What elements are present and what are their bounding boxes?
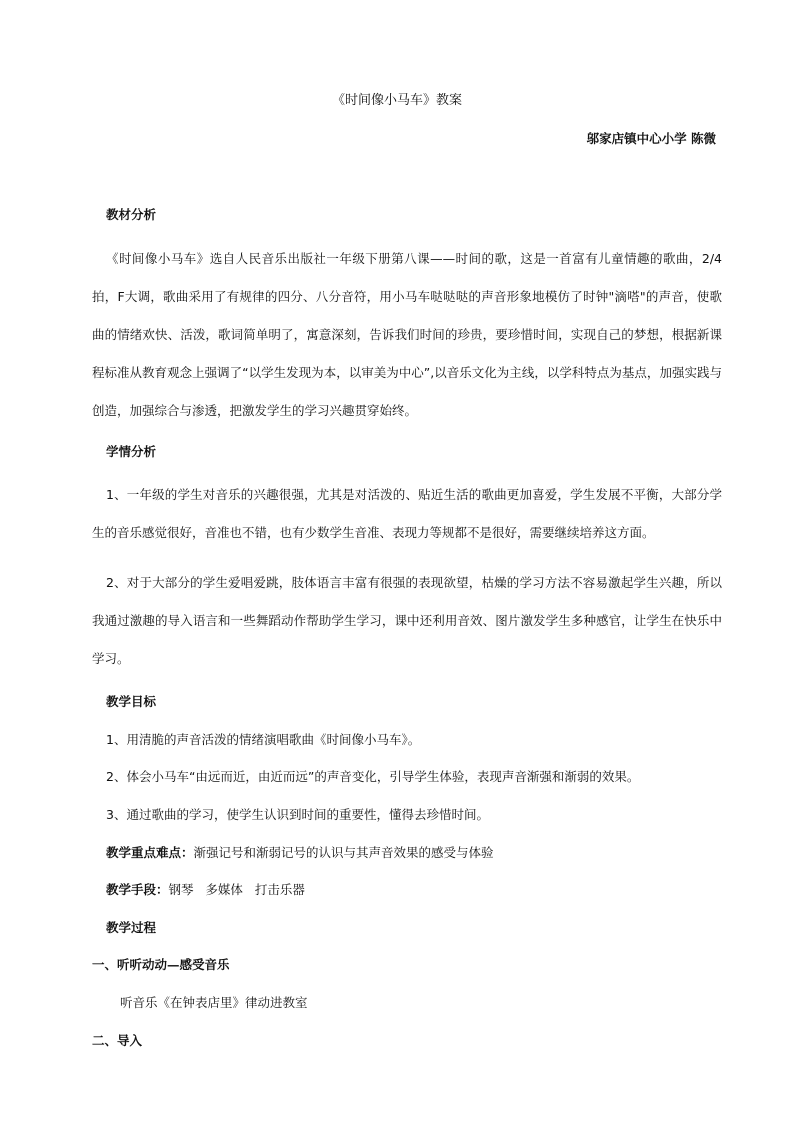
teaching-means-line <box>92 878 722 903</box>
section-heading-process: 教学过程 <box>106 919 157 935</box>
teaching-means-text: 钢琴 多媒体 打击乐器 <box>168 882 305 898</box>
paragraph-textbook: 《时间像小马车》选自人民音乐出版社一年级下册第八课——时间的歌，这是一首富有儿童情趣的歌曲，2/4拍，F大调，歌曲采用了有规律的四分、八分音符，用小马车哒哒哒的声音形象地模仿了时钟"滴嗒"的声音，使歌曲的情绪欢快、活泼，歌词简单明了，寓意深刻，告诉我们时间的珍贵，要珍惜时间，实现自己的梦想，根据新课程标准从教育观念上强调了“以学生发现为本，以审美为中心”,以音乐文化为主线，以学科特点为基点，加强实践与创造，加强综合与渗透，把激发学生的学习兴趣贯穿始终。 <box>92 250 722 418</box>
section-heading-student: 学情分析 <box>106 443 157 459</box>
key-points-line <box>92 841 722 866</box>
teaching-means-label: 教学手段： <box>106 882 169 898</box>
document-title: 《时间像小马车》教案 <box>331 93 462 108</box>
step-heading-2: 二、导入 <box>92 1032 143 1048</box>
key-points-label: 教学重点难点： <box>106 844 194 860</box>
step-text-1: 听音乐《在钟表店里》律动进教室 <box>120 994 308 1010</box>
paragraph-student-1: 1、一年级的学生对音乐的兴趣很强，尤其是对活泼的、贴近生活的歌曲更加喜爱，学生发展不平衡，大部分学生的音乐感觉很好，音准也不错，也有少数学生音准、表现力等规都不是很好，需要继续培养这方面。 <box>92 487 722 541</box>
section-heading-textbook: 教材分析 <box>106 207 157 222</box>
step-heading-1: 一、听听动动—感受音乐 <box>92 957 230 973</box>
author-line: 邬家店镇中心小学 陈微 <box>586 131 716 146</box>
goal-item-2: 2、体会小马车“由远而近，由近而远”的声音变化，引导学生体验，表现声音渐强和渐弱的效果。 <box>106 769 640 785</box>
key-points-text: 渐强记号和渐弱记号的认识与其声音效果的感受与体验 <box>193 844 494 860</box>
goal-item-1: 1、用清脆的声音活泼的情绪演唱歌曲《时间像小马车》。 <box>106 731 421 747</box>
goal-item-3: 3、通过歌曲的学习，使学生认识到时间的重要性，懂得去珍惜时间。 <box>106 806 489 822</box>
document-body <box>92 203 722 1053</box>
section-heading-goals: 教学目标 <box>106 694 157 710</box>
paragraph-student-2: 2、对于大部分的学生爱唱爱跳，肢体语言丰富有很强的表现欲望，枯燥的学习方法不容易激起学生兴趣，所以我通过激趣的导入语言和一些舞蹈动作帮助学生学习，课中还利用音效、图片激发学生多种感官，让学生在快乐中学习。 <box>92 575 722 667</box>
